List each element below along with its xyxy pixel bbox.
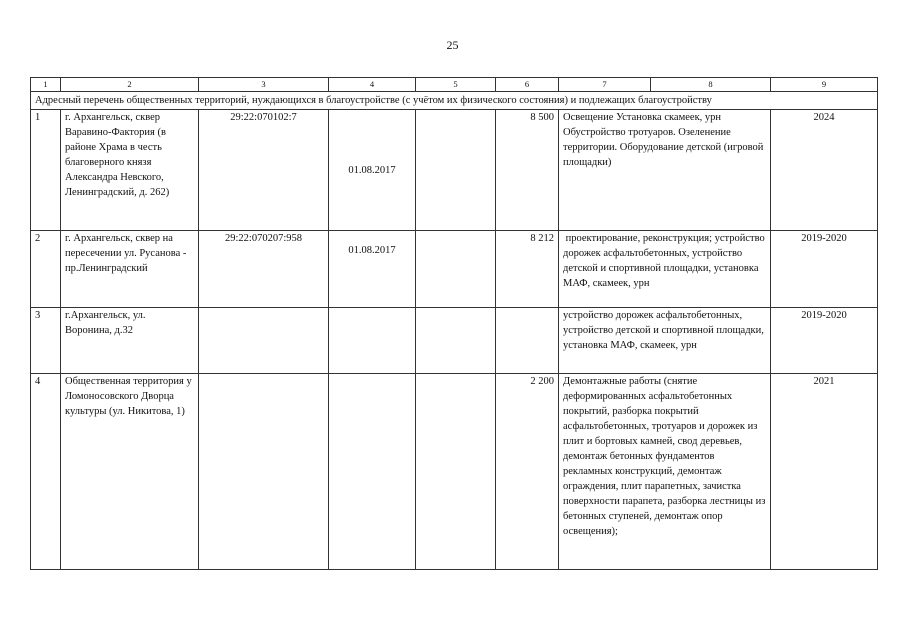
date-cell: 01.08.2017 bbox=[329, 110, 416, 231]
row-number: 2 bbox=[31, 231, 61, 308]
works-cell: Демонтажные работы (снятие деформированных асфальтобетонных покрытий, разборка покрытий асфальтобетонных, тротуаров и дорожек из плит и бортовых камней, свод деревьев, демонтаж бетонных фундаментов рекламных конструкций, демонтаж ограждения, плит парапетных, зачистка поверхности парапета, разборка лестницы из бетонных ступеней, демонтаж опор освещения); bbox=[559, 374, 771, 570]
column-number: 6 bbox=[496, 78, 559, 92]
territories-table bbox=[30, 77, 878, 570]
section-row bbox=[31, 92, 878, 110]
cadastral-cell: 29:22:070207:958 bbox=[199, 231, 329, 308]
date-cell bbox=[329, 308, 416, 374]
table-row bbox=[31, 374, 878, 570]
address-cell: г. Архангельск, сквер на пересечении ул. Русанова - пр.Ленинградский bbox=[61, 231, 199, 308]
column-number: 7 bbox=[559, 78, 651, 92]
year-cell: 2021 bbox=[771, 374, 878, 570]
column-number: 8 bbox=[651, 78, 771, 92]
column-number: 1 bbox=[31, 78, 61, 92]
date-cell bbox=[329, 374, 416, 570]
page-number: 25 bbox=[446, 38, 459, 52]
section-title: Адресный перечень общественных территорий, нуждающихся в благоустройстве (с учётом их физического состояния) и подлежащих благоустройству bbox=[31, 92, 878, 110]
works-cell: проектирование, реконструкция; устройство дорожек асфальтобетонных, устройство детской и спортивной площадки, установка МАФ, скамеек, урн bbox=[559, 231, 771, 308]
works-cell: устройство дорожек асфальтобетонных, устройство детской и спортивной площадки, установка МАФ, скамеек, урн bbox=[559, 308, 771, 374]
column-number: 9 bbox=[771, 78, 878, 92]
table-row bbox=[31, 110, 878, 231]
empty-cell bbox=[416, 374, 496, 570]
address-cell: Общественная территория у Ломоносовского Дворца культуры (ул. Никитова, 1) bbox=[61, 374, 199, 570]
year-cell: 2024 bbox=[771, 110, 878, 231]
area-cell: 8 500 bbox=[496, 110, 559, 231]
table-row bbox=[31, 308, 878, 374]
area-cell bbox=[496, 308, 559, 374]
year-cell: 2019-2020 bbox=[771, 231, 878, 308]
area-cell: 2 200 bbox=[496, 374, 559, 570]
column-number: 4 bbox=[329, 78, 416, 92]
cadastral-cell: 29:22:070102:7 bbox=[199, 110, 329, 231]
cadastral-cell bbox=[199, 308, 329, 374]
address-cell: г. Архангельск, сквер Варавино-Фактория (в районе Храма в честь благоверного князя Александра Невского, Ленинградский, д. 262) bbox=[61, 110, 199, 231]
empty-cell bbox=[416, 308, 496, 374]
table-row bbox=[31, 231, 878, 308]
column-number: 3 bbox=[199, 78, 329, 92]
date-cell: 01.08.2017 bbox=[329, 231, 416, 308]
area-cell: 8 212 bbox=[496, 231, 559, 308]
cadastral-cell bbox=[199, 374, 329, 570]
row-number: 4 bbox=[31, 374, 61, 570]
empty-cell bbox=[416, 231, 496, 308]
column-number-row bbox=[31, 78, 878, 92]
year-cell: 2019-2020 bbox=[771, 308, 878, 374]
address-cell: г.Архангельск, ул. Воронина, д.32 bbox=[61, 308, 199, 374]
column-number: 5 bbox=[416, 78, 496, 92]
row-number: 3 bbox=[31, 308, 61, 374]
empty-cell bbox=[416, 110, 496, 231]
column-number: 2 bbox=[61, 78, 199, 92]
row-number: 1 bbox=[31, 110, 61, 231]
works-cell: Освещение Установка скамеек, урн Обустройство тротуаров. Озеленение территории. Оборудование детской (игровой площадки) bbox=[559, 110, 771, 231]
